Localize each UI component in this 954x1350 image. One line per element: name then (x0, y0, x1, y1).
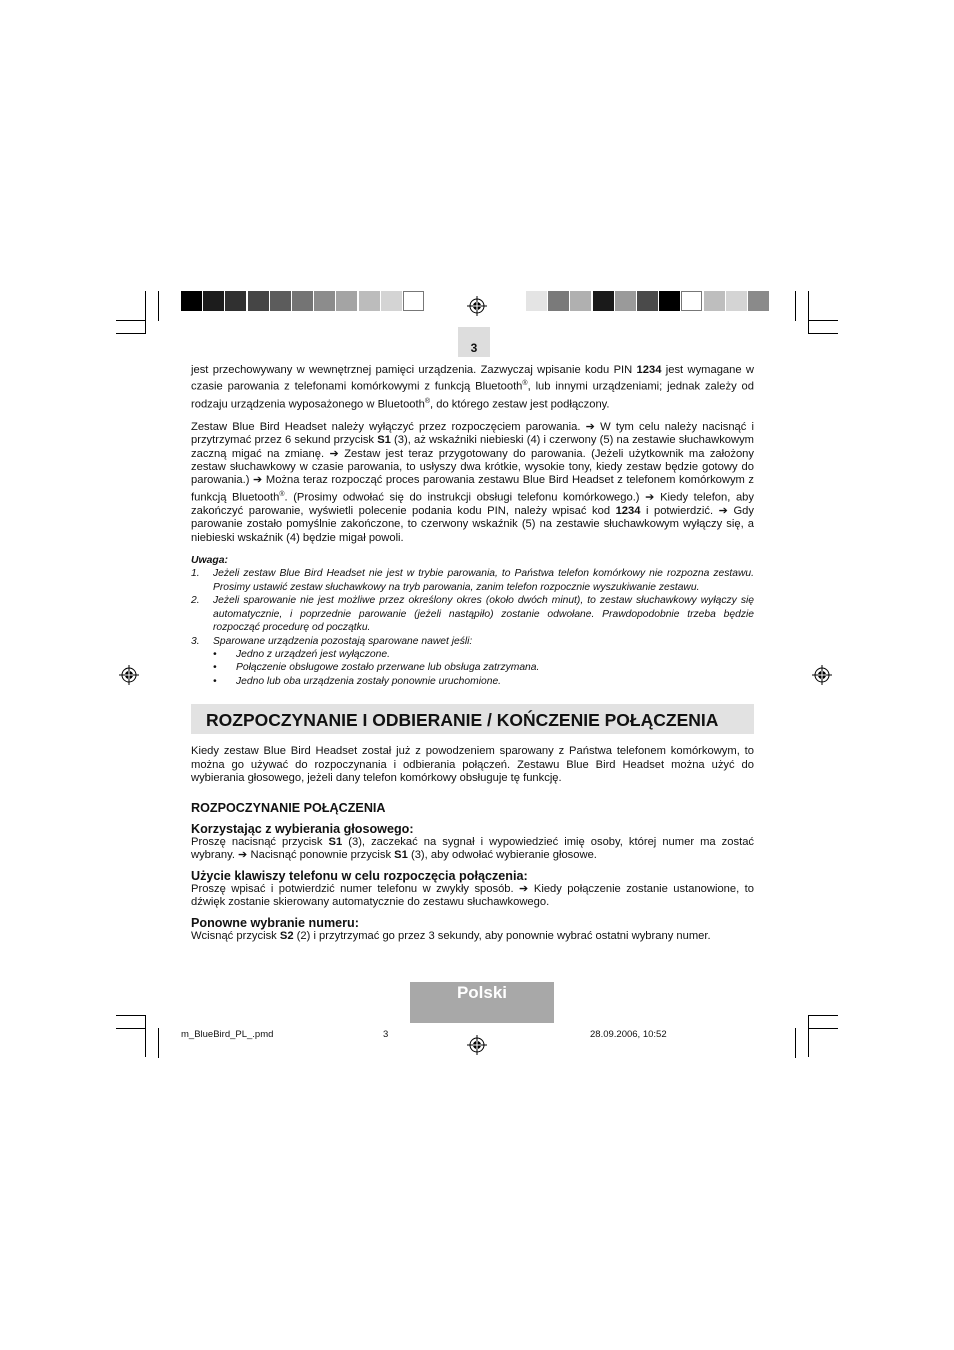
note-text: Jeżeli zestaw Blue Bird Headset nie jest w trybie parowania, to Państwa telefon komórkowy nie rozpozna zestawu. Prosimy ustawić zestaw słuchawkowy na tryb parowania, zanim telefon rozpocznie wyszukiwanie zestawu. (213, 568, 754, 593)
crop-mark (808, 1028, 838, 1029)
color-swatch (681, 291, 702, 311)
language-tab: Polski (410, 982, 554, 1023)
note-number: 2. (191, 595, 200, 607)
text-run: (3), aby odwołać wybieranie głosowe. (407, 849, 597, 862)
crop-mark (795, 291, 796, 321)
crop-mark (808, 291, 809, 333)
color-swatch (292, 291, 313, 311)
crop-mark (808, 1015, 809, 1057)
color-swatch (181, 291, 202, 311)
color-swatch (526, 291, 547, 311)
bold-run: S1 (377, 434, 391, 447)
registration-mark-icon (467, 1035, 487, 1055)
registration-mark-icon (119, 665, 139, 685)
text-run: Zestaw Blue Bird Headset należy wyłączyć przez rozpoczęciem parowania. ➔ W tym celu należy nacisnąć i przytrzymać przez 6 sekund przycisk (191, 420, 754, 447)
color-swatch (570, 291, 591, 311)
crop-mark (795, 1028, 796, 1058)
bold-run: S1 (394, 849, 408, 862)
note-number: 1. (191, 568, 200, 580)
page-content (191, 364, 754, 944)
color-swatch (225, 291, 246, 311)
bullet-icon: • (213, 648, 217, 660)
color-swatch (203, 291, 224, 311)
color-swatch (615, 291, 636, 311)
paragraph (191, 421, 754, 545)
section-intro: Kiedy zestaw Blue Bird Headset został już z powodzeniem sparowany z Państwa telefonem komórkowym, to można go używać do rozpoczynania i odbierania połączeń. Zestawu Blue Bird Headset można użyć do wybierania głosowego, jeżeli dany telefon komórkowy obsługuje tę funkcję. (191, 745, 754, 784)
text-run: , lub innymi urządzeniami; jednak zależy od rodzaju urządzenia wyposażonego w Bluetooth (191, 381, 754, 411)
paragraph (191, 364, 754, 412)
note-list (191, 567, 754, 688)
crop-mark (158, 1028, 159, 1058)
color-swatch (359, 291, 380, 311)
block-heading: Ponowne wybranie numeru: (191, 916, 359, 931)
color-swatch (403, 291, 424, 311)
bullet-item (191, 675, 754, 688)
note-text: Sparowane urządzenia pozostają sparowane nawet jeśli: (213, 635, 473, 647)
text-run: (2) i przytrzymać go przez 3 sekundy, aby ponownie wybrać ostatni wybrany numer. (293, 930, 711, 943)
color-swatch (336, 291, 357, 311)
bold-run: 1234 (636, 364, 662, 376)
crop-mark (116, 1015, 146, 1016)
text-run: (3), zaczekać na sygnał i wypowiedzieć imię osoby, której numer ma zostać wybrany. ➔ Nacisnąć ponownie przycisk (191, 835, 755, 862)
note-item (191, 635, 754, 648)
crop-mark (808, 333, 838, 334)
registered-mark: ® (424, 397, 431, 405)
crop-mark (145, 291, 146, 333)
registered-mark: ® (279, 490, 285, 498)
block-heading: Użycie klawiszy telefonu w celu rozpoczęcia połączenia: (191, 868, 528, 883)
crop-mark (145, 1015, 146, 1057)
bold-run: S2 (279, 930, 294, 943)
bullet-text: Połączenie obsługowe zostało przerwane lub obsługa zatrzymana. (236, 662, 540, 674)
note-title: Uwaga: (191, 555, 228, 567)
slug-page: 3 (383, 1029, 389, 1040)
color-swatch (637, 291, 658, 311)
crop-mark (116, 320, 146, 321)
color-swatch (314, 291, 335, 311)
color-swatch (704, 291, 725, 311)
bullet-text: Jedno z urządzeń jest wyłączone. (236, 648, 390, 660)
color-swatch (748, 291, 769, 311)
text-run: jest wymagane w czasie parowania z telefonami komórkowymi z funkcją Bluetooth (191, 364, 754, 394)
text-run: Proszę nacisnąć przycisk (191, 835, 329, 848)
bullet-item (191, 661, 754, 674)
crop-mark (808, 1015, 838, 1016)
bullet-icon: • (213, 675, 217, 687)
note-text: Jeżeli sparowanie nie jest możliwe przez określony okres (około dwóch minut), to zestaw słuchawkowy wyłączy się automatycznie, i poprzednie parowanie (jeżeli nastąpiło) zostanie odwołane. Prawdopodobnie trzeba będzie rozpocząć procedurę od początku. (213, 595, 754, 634)
color-swatch (248, 291, 269, 311)
bullet-text: Jedno lub oba urządzenia zostały ponownie uruchomione. (236, 675, 502, 687)
color-swatch (726, 291, 747, 311)
text-run: jest przechowywany w wewnętrznej pamięci urządzenia. Zazwyczaj wpisanie kodu PIN (191, 364, 637, 376)
bullet-item (191, 648, 754, 661)
registration-mark-icon (812, 665, 832, 685)
subsection-heading: ROZPOCZYNANIE POŁĄCZENIA (191, 801, 386, 816)
block-text (191, 836, 754, 863)
bold-run: 1234 (615, 504, 641, 517)
note-item (191, 594, 754, 634)
crop-mark (116, 1028, 146, 1029)
crop-mark (158, 291, 159, 321)
block-heading: Korzystając z wybierania głosowego: (191, 821, 414, 836)
note-item (191, 567, 754, 594)
bold-run: S1 (328, 835, 343, 848)
crop-mark (116, 333, 146, 334)
color-swatch (270, 291, 291, 311)
text-run: Proszę wpisać i potwierdzić numer telefonu w zwykły sposób. ➔ Kiedy połączenie zostanie ustanowione, to dźwięk zostanie skierowany automatycznie do zestawu słuchawkowego. (191, 882, 754, 908)
registration-mark-icon (467, 296, 487, 316)
color-swatch (659, 291, 680, 311)
crop-mark (808, 320, 838, 321)
note-number: 3. (191, 635, 200, 647)
slug-file: m_BlueBird_PL_.pmd (181, 1029, 274, 1040)
text-run: . (Prosimy odwołać się do instrukcji obsługi telefonu komórkowego.) ➔ Kiedy telefon, aby zakończyć parowanie, wyświetli polecenie podania kodu PIN, należy wpisać kod (191, 491, 754, 517)
page-number: 3 (458, 327, 490, 357)
text-run: Wcisnąć przycisk (191, 930, 280, 943)
color-swatch (548, 291, 569, 311)
text-run: , do którego zestaw jest podłączony. (430, 398, 610, 411)
section-heading: ROZPOCZYNANIE I ODBIERANIE / KOŃCZENIE POŁĄCZENIA (191, 704, 754, 734)
registered-mark: ® (522, 380, 528, 388)
block-text (191, 883, 754, 910)
color-swatch (593, 291, 614, 311)
bullet-icon: • (213, 662, 217, 674)
block-text (191, 930, 754, 943)
text-run: i potwierdzić. ➔ Gdy parowanie zostało pomyślnie zakończone, to czerwony wskaźnik (5) na zestawie słuchawkowym wyłączy się, a niebieski wskaźnik (4) będzie migał powoli. (191, 504, 754, 544)
color-swatch (381, 291, 402, 311)
slug-datetime: 28.09.2006, 10:52 (590, 1029, 667, 1040)
text-run: (3), aż wskaźniki niebieski (4) i czerwony (5) na zestawie słuchawkowym zaczną migać na zmianę. ➔ Zestaw jest teraz przygotowany do parowania. (Jeżeli użytkownik ma założony zestaw słuchawkowy w czasie parowania, to usłyszy dwa krótkie, wysokie tony, kiedy zestaw będzie gotowy do parowania.) ➔ Można teraz rozpocząć proces parowania zestawu Blue Bird Headset z telefonem komórkowym z funkcją Bluetooth (191, 434, 754, 504)
